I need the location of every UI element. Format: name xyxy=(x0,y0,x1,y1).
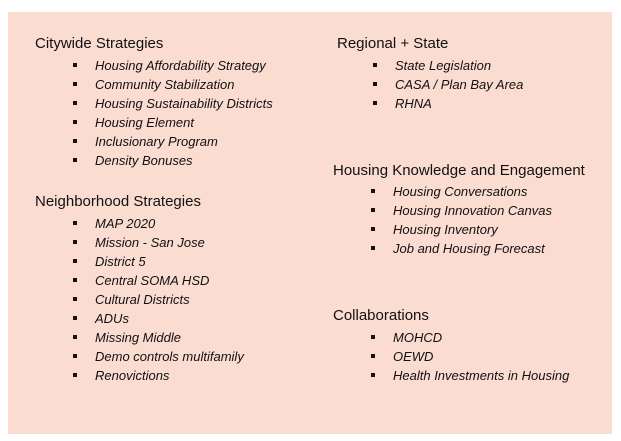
square-bullet-icon xyxy=(73,82,77,86)
square-bullet-icon xyxy=(73,335,77,339)
list-item xyxy=(73,366,244,385)
list-item-label: State Legislation xyxy=(395,58,492,73)
square-bullet-icon xyxy=(73,297,77,301)
list-item xyxy=(73,233,244,252)
list-item xyxy=(373,75,523,94)
square-bullet-icon xyxy=(73,63,77,67)
square-bullet-icon xyxy=(371,335,375,339)
list-item-label: Health Investments in Housing xyxy=(393,368,570,383)
list-item-label: OEWD xyxy=(393,349,434,364)
list-item xyxy=(73,214,244,233)
square-bullet-icon xyxy=(371,189,375,193)
square-bullet-icon xyxy=(73,373,77,377)
list-item-label: Housing Inventory xyxy=(393,222,498,237)
neighborhood-heading: Neighborhood Strategies xyxy=(35,193,201,210)
list-item-label: CASA / Plan Bay Area xyxy=(395,77,524,92)
list-item-label: Housing Affordability Strategy xyxy=(95,58,266,73)
list-item xyxy=(73,56,273,75)
list-item-label: MAP 2020 xyxy=(95,216,156,231)
square-bullet-icon xyxy=(373,63,377,67)
regional-section xyxy=(337,34,523,113)
neighborhood-list xyxy=(73,214,244,385)
list-item xyxy=(371,220,585,239)
square-bullet-icon xyxy=(73,120,77,124)
list-item xyxy=(73,132,273,151)
knowledge-heading: Housing Knowledge and Engagement xyxy=(333,162,585,179)
list-item-label: Mission - San Jose xyxy=(95,235,205,250)
list-item xyxy=(73,309,244,328)
square-bullet-icon xyxy=(371,246,375,250)
list-item-label: Job and Housing Forecast xyxy=(393,241,545,256)
regional-list xyxy=(373,56,523,113)
list-item-label: Central SOMA HSD xyxy=(95,273,210,288)
collaborations-section xyxy=(333,306,569,385)
square-bullet-icon xyxy=(373,101,377,105)
list-item xyxy=(73,113,273,132)
square-bullet-icon xyxy=(73,354,77,358)
list-item-label: Renovictions xyxy=(95,368,170,383)
list-item xyxy=(371,239,585,258)
square-bullet-icon xyxy=(73,101,77,105)
square-bullet-icon xyxy=(371,227,375,231)
citywide-list xyxy=(73,56,273,170)
citywide-section xyxy=(35,34,273,170)
list-item-label: Housing Innovation Canvas xyxy=(393,203,552,218)
list-item xyxy=(73,347,244,366)
collaborations-list xyxy=(371,328,569,385)
list-item-label: Housing Sustainability Districts xyxy=(95,96,273,111)
neighborhood-section xyxy=(35,192,244,385)
regional-heading: Regional + State xyxy=(337,35,449,52)
list-item xyxy=(73,328,244,347)
list-item-label: ADUs xyxy=(95,311,129,326)
list-item xyxy=(371,328,569,347)
list-item xyxy=(373,94,523,113)
list-item xyxy=(73,290,244,309)
list-item xyxy=(371,182,585,201)
knowledge-section xyxy=(333,161,585,258)
square-bullet-icon xyxy=(73,259,77,263)
list-item-label: Housing Element xyxy=(95,115,194,130)
list-item-label: Density Bonuses xyxy=(95,153,193,168)
square-bullet-icon xyxy=(371,373,375,377)
list-item-label: MOHCD xyxy=(393,330,443,345)
list-item xyxy=(73,271,244,290)
list-item xyxy=(73,151,273,170)
list-item xyxy=(371,347,569,366)
list-item-label: Inclusionary Program xyxy=(95,134,218,149)
square-bullet-icon xyxy=(373,82,377,86)
knowledge-list xyxy=(371,182,585,258)
list-item xyxy=(371,366,569,385)
square-bullet-icon xyxy=(73,158,77,162)
list-item xyxy=(373,56,523,75)
list-item xyxy=(371,201,585,220)
list-item xyxy=(73,252,244,271)
list-item xyxy=(73,75,273,94)
slide-panel xyxy=(8,12,612,434)
collaborations-heading: Collaborations xyxy=(333,307,429,324)
square-bullet-icon xyxy=(73,221,77,225)
square-bullet-icon xyxy=(73,278,77,282)
list-item-label: District 5 xyxy=(95,254,146,269)
list-item-label: RHNA xyxy=(395,96,432,111)
square-bullet-icon xyxy=(371,354,375,358)
square-bullet-icon xyxy=(73,240,77,244)
square-bullet-icon xyxy=(371,208,375,212)
list-item-label: Missing Middle xyxy=(95,330,181,345)
list-item-label: Demo controls multifamily xyxy=(95,349,244,364)
list-item-label: Community Stabilization xyxy=(95,77,235,92)
list-item-label: Housing Conversations xyxy=(393,184,528,199)
citywide-heading: Citywide Strategies xyxy=(35,35,164,52)
list-item-label: Cultural Districts xyxy=(95,292,190,307)
square-bullet-icon xyxy=(73,316,77,320)
list-item xyxy=(73,94,273,113)
square-bullet-icon xyxy=(73,139,77,143)
